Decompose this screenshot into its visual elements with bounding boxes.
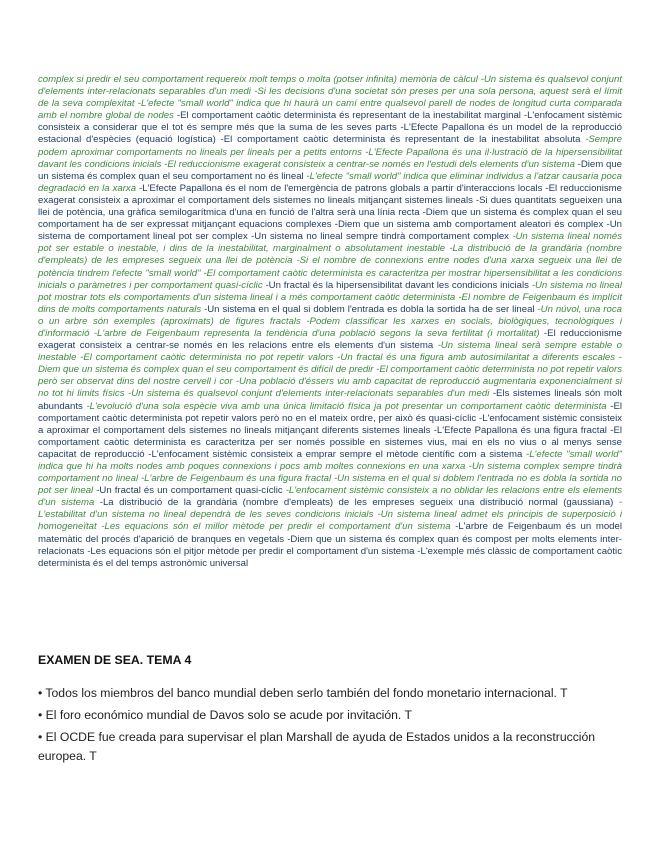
exam-title: EXAMEN DE SEA. TEMA 4 [38,653,192,667]
list-item: • El OCDE fue creada para supervisar el plan Marshall de ayuda de Estados unidos a la reconstrucción europea. T [38,730,596,763]
note-segment: -L'efecte "small world" indica que hi ha molts nodes amb poques connexions i pocs amb moltes connexions en una xarxa -Un sistema complex sempre tindrà comportament no lineal -L'arbre de Feigenbaum és una figura fractal -Un sistema en el qual si doblem l'entrada no es dobla la sortida no pot ser lineal [38,448,622,497]
note-segment: -L'evolució d'una sola espècie viva amb una única limitació física ja pot presentar un comportament caòtic determinista [86,400,611,412]
note-segment: -La distribució de la grandària (nombre d'empleats) de les empreses segueix una distribució normal (gaussiana) [99,497,619,509]
note-segment: -Un sistema en el qual si doblem l'entrada es dobla la sortida ha de ser lineal [204,303,538,315]
note-segment: -Sempre podem aproximar comportaments no lineals per lineals per a petits entorns -L'Efecte Papallona és una il·lustració de la hipersensibilitat davant les condicions inicials -El reduccionisme exagerat consisteix a centrar-se només en l'estudi dels elements d'un sistema [38,134,622,170]
note-segment: -Un fractal és un comportament quasi-cíclic [96,485,286,497]
note-segment: -Un sistema lineal serà sempre estable o inestable -El comportament caòtic determinista no pot repetir valors -Un fractal és una figura amb autosimilaritat a diferents escales -Diem que un sistema és complex quan el seu comportament és difícil de predir -El comportament caòtic determinista no pot repetir valors però ser observat dins del nostre cervell i cor -Una població d'éssers viu amb capacitat de reproducció augmentaria exponencialment si no tot hi limits físics -Un sistema és qualsevol conjunt d'elements inter-relacionats separables d'un medi [38,340,622,400]
note-segment: -Un núvol, una roca o un arbre són exemples (aproximats) de figures fractals -Podem classificar les xarxes en socials, biològiques, tecnològiques i d'informació -L'arbre de Feigenbaum representa la tendència d'una població segons la seva fertilitat (i mortalitat) [38,303,622,339]
note-segment: -El comportament caòtic determinista pot repetir valors però no en el mateix ordre, per això és quasi-cíclic -L'enfocament sistèmic consisteix a aproximar el comportament dels sistemes no lineals mitjançant diferents sistemes lineals -L'Efecte Papallona és una figura fractal -El comportament caòtic determinista es caracteritza per ser només possible en sistemes vius, mai en els no vius o al menys sense capacitat de reproducció -L'enfocament sistèmic consisteix a emprar sempre el mètode científic com a sistema [38,400,622,460]
note-segment: -El reduccionisme exagerat consisteix a centrar-se només en les relacions entre els elements d'un sistema [38,327,622,352]
question-list [38,684,628,769]
note-segment: -L'efecte "small world" indica que eliminar individus a l'atzar causaria poca degradació en la xarxa [38,170,622,194]
list-item: • Todos los miembros del banco mundial deben serlo también del fondo monetario internacional. T [38,686,568,700]
note-segment: -L'Efecte Papallona és el nom de l'emergència de patrons globals a partir d'interaccions locals -El reduccionisme exagerat consisteix a aproximar el comportament dels sistemes no lineals mitjançant sistemes lineals -Si dues quantitats segueixen una llei de potència, una gràfica semilogarítmica d'una en funció de l'altra serà una línia recta -Diem que un sistema és complex quan el seu comportament ha de ser expressat mitjançant equacions complexes -Diem que un sistema amb comportament aleatori és complex -Un sistema de comportament lineal pot ser complex -Un sistema no lineal sempre tindrà comportament complex [38,182,622,243]
note-segment: -Els sistemes lineals són molt abundants [38,388,623,412]
note-segment: -Diem que un sistema és complex quan el seu comportament no és lineal [38,158,622,182]
note-segment: -El comportament caòtic determinista és representant de la inestabilitat marginal -L'enfocament sistèmic consisteix a considerar que el tot és sempre més que la suma de les seves parts -L'Efecte Papallona és un model de la reproducció estacional d'espècies (equació logística) -El comportament caòtic determinista és representant de la inestabilitat absoluta [38,110,623,146]
note-segment: -L'estabilitat d'un sistema no lineal dependrà de les seves condicions inicials -Un sistema lineal admet els principis de superposició i homogeneïtat -Les equacions són el millor mètode per predir el comportament d'un sistema [38,497,622,533]
note-segment: complex si predir el seu comportament requereix molt temps o molta (potser infinita) memòria de càlcul -Un sistema és qualsevol conjunt d'elements inter-relacionats separables d'un medi -Si les decisions d'una societat són preses per una sola persona, aquest serà el límit de la seva complexitat -L'efecte "small world" indica que hi haurà un camí entre qualsevol parell de nodes de longitud curta comparada amb el nombre global de nodes [38,74,622,122]
note-segment: -Un sistema no lineal pot mostrar tots els comportaments d'un sistema lineal i a més comportament caòtic determinista -El nombre de Feigenbaum és implícit dins de molts comportaments naturals [38,279,622,315]
notes-paragraph [38,74,622,570]
note-segment: -Un fractal és la hipersensibilitat davant les condicions inicials [265,279,532,291]
note-segment: -L'enfocament sistèmic consisteix a no oblidar les relacions entre els elements d'un sistema [38,485,622,509]
note-segment: -L'arbre de Feigenbaum és un model matemàtic del procés d'aparició de branques en vegetals -Diem que un sistema és complex quan és compost per molts elements inter-relacionats -Les equacions són el pitjor mètode per predir el comportament d'un sistema -L'exemple més clàssic de comportament caòtic determinista és el del temps astronòmic universal [38,521,622,569]
list-item: • El foro económico mundial de Davos solo se acude por invitación. T [38,708,412,723]
note-segment: -Un sistema lineal només pot ser estable o inestable, i dins de la inestabilitat, marginalment o absolutament inestable -La distribució de la grandària (nombre d'empleats) de les empreses segueix una llei de potència -Si el nombre de connexions entre nodes d'una xarxa segueix una llei de potència tindrem l'efecte "small world" -El comportament caòtic determinista es caracteritza per mostrar hipersensibilitat a les condicions inicials o paràmetres i per comportament quasi-cíclic [38,231,622,291]
